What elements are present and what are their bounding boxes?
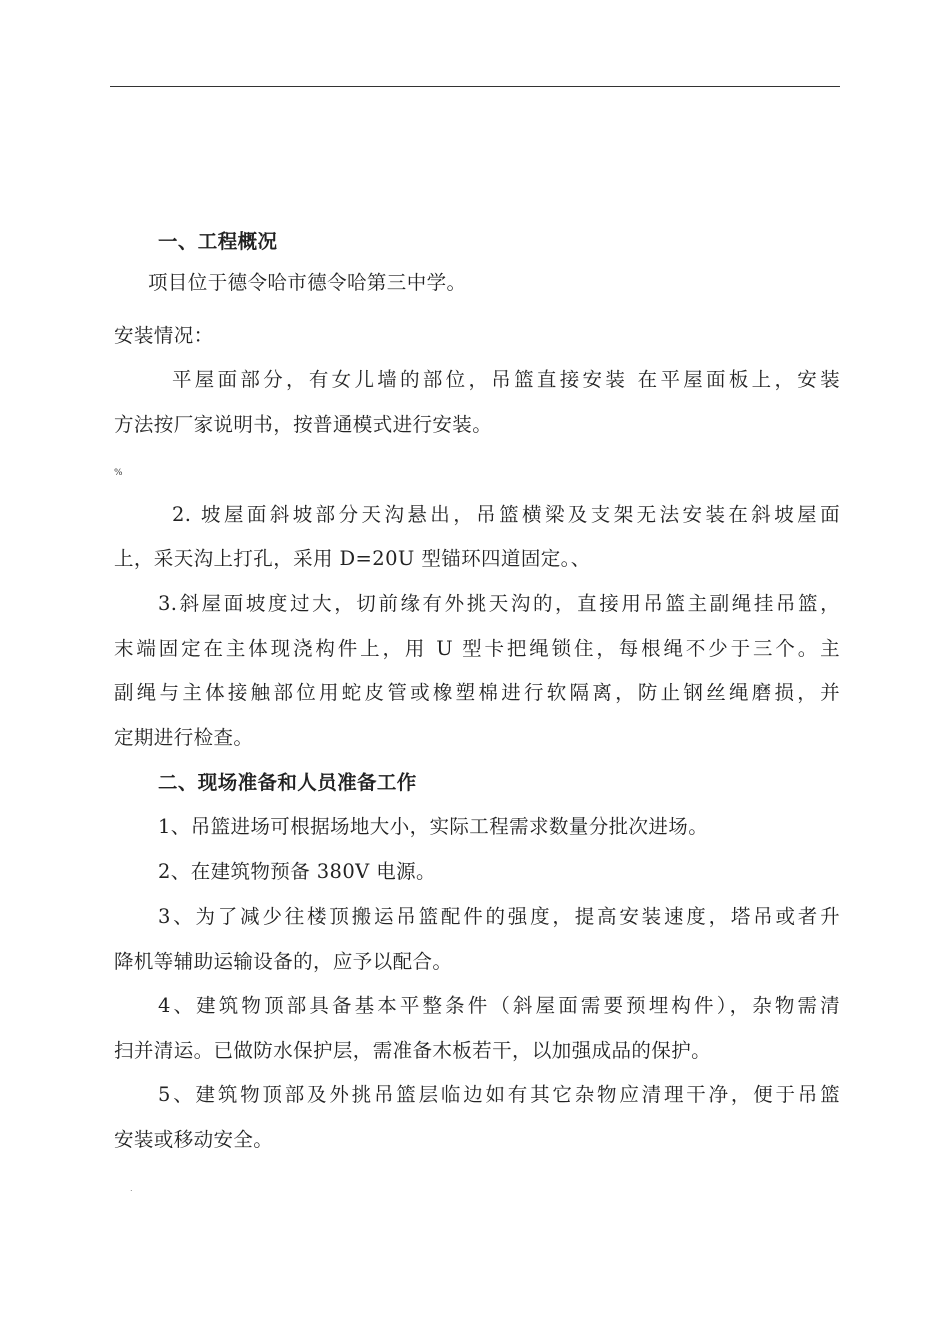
paragraph-steep-roof-line-1: 3.斜屋面坡度过大，切前缘有外挑天沟的，直接用吊篮主副绳挂吊篮， xyxy=(158,592,840,615)
project-location: 项目位于德令哈市德令哈第三中学。 xyxy=(148,271,467,294)
paragraph-steep-roof-line-4: 定期进行检查。 xyxy=(114,726,254,749)
paragraph-slope-roof-line-2: 上，采天沟上打孔，采用 D=20U 型锚环四道固定。、 xyxy=(114,547,591,570)
section-heading-preparation: 二、现场准备和人员准备工作 xyxy=(158,771,417,794)
paragraph-slope-roof-line-1: 2. 坡屋面斜坡部分天沟悬出，吊篮横梁及支架无法安装在斜坡屋面 xyxy=(172,503,840,526)
stray-mark: % xyxy=(114,468,123,478)
list-item-5-line-1: 5、建筑物顶部及外挑吊篮层临边如有其它杂物应清理干净，便于吊篮 xyxy=(158,1083,840,1106)
list-item-3-line-2: 降机等辅助运输设备的，应予以配合。 xyxy=(114,950,453,973)
paragraph-flat-roof-line-1: 平屋面部分，有女儿墙的部位，吊篮直接安装 在平屋面板上，安装 xyxy=(172,368,840,391)
list-item-4-line-1: 4、建筑物顶部具备基本平整条件（斜屋面需要预埋构件），杂物需清 xyxy=(158,994,840,1017)
paragraph-steep-roof-line-2: 末端固定在主体现浇构件上，用 U 型卡把绳锁住，每根绳不少于三个。主 xyxy=(114,637,840,660)
list-item-5-line-2: 安装或移动安全。 xyxy=(114,1128,274,1151)
section-heading-overview: 一、工程概况 xyxy=(158,230,278,253)
list-item-1: 1、吊篮进场可根据场地大小，实际工程需求数量分批次进场。 xyxy=(158,815,709,838)
header-rule xyxy=(110,86,840,87)
end-dot: . xyxy=(130,1184,133,1193)
paragraph-steep-roof-line-3: 副绳与主体接触部位用蛇皮管或橡塑棉进行软隔离，防止钢丝绳磨损，并 xyxy=(114,681,840,704)
list-item-4-line-2: 扫并清运。已做防水保护层，需准备木板若干，以加强成品的保护。 xyxy=(114,1039,712,1062)
list-item-3-line-1: 3、为了减少往楼顶搬运吊篮配件的强度，提高安装速度，塔吊或者升 xyxy=(158,905,840,928)
install-label: 安装情况： xyxy=(114,324,214,347)
list-item-2: 2、在建筑物预备 380V 电源。 xyxy=(158,860,436,883)
paragraph-flat-roof-line-2: 方法按厂家说明书，按普通模式进行安装。 xyxy=(114,413,493,436)
